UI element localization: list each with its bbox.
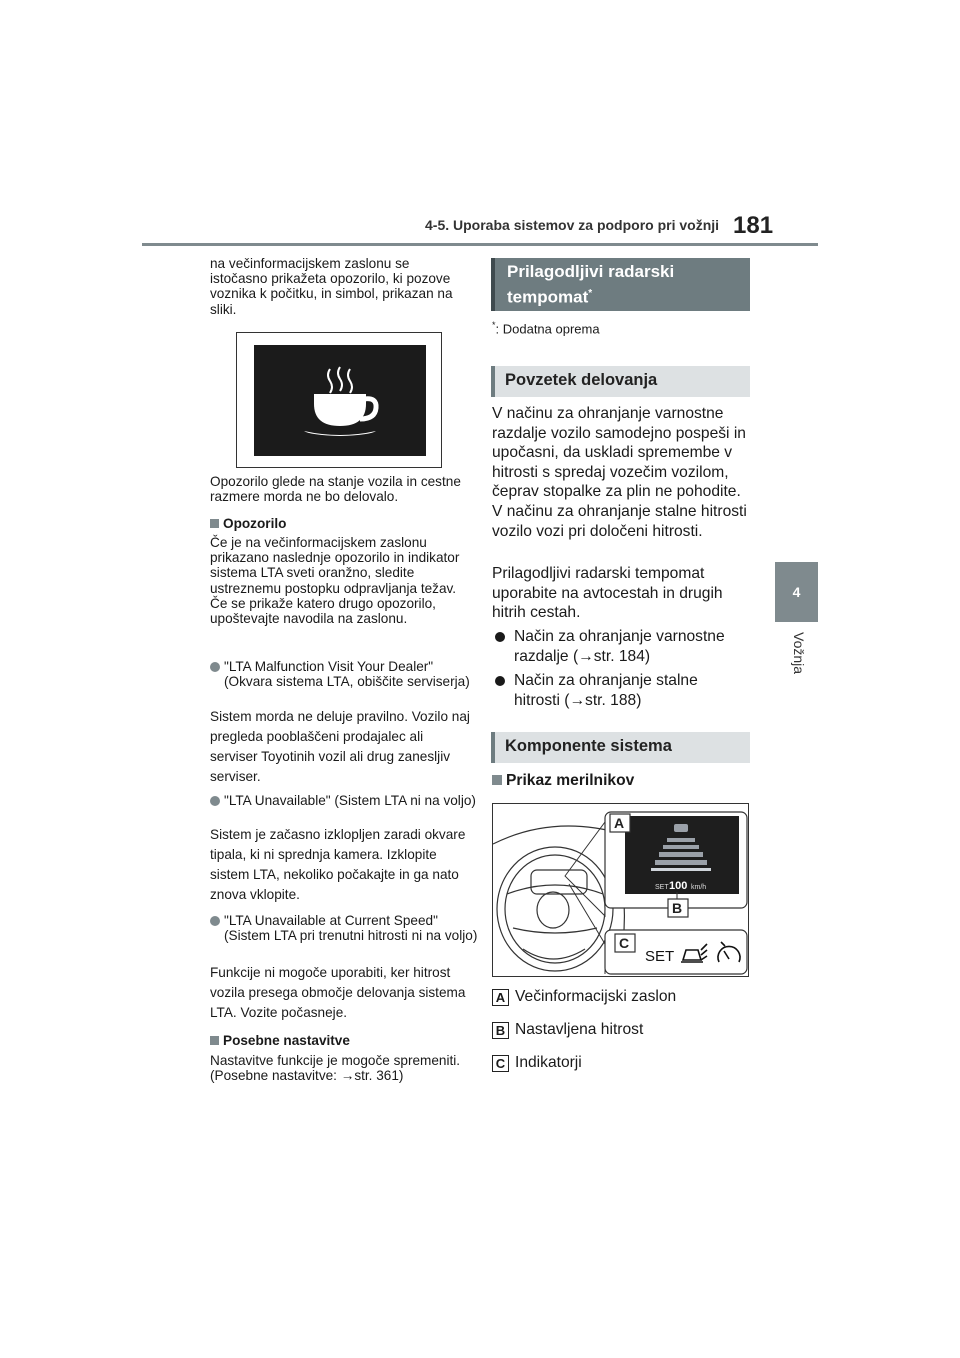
- callout-c: C: [619, 935, 630, 951]
- square-bullet-icon: [210, 1036, 219, 1045]
- legend-c: C Indikatorji: [492, 1054, 582, 1072]
- item-3-body: Funkcije ni mogoče uporabiti, ker hitrost vozila presega območje delovanja sistema LTA. Vozite počasneje.: [210, 965, 466, 1020]
- item-2-body: Sistem je začasno izklopljen zaradi okvare tipala, ki ni sprednja kamera. Izklopite sistem LTA, nekoliko počakajte in ga nato znova vklopite.: [210, 827, 466, 902]
- header-rule: [142, 243, 818, 246]
- figure-note: Opozorilo glede na stanje vozila in cestne razmere morda ne bo delovalo.: [210, 474, 461, 505]
- square-bullet-icon: [492, 775, 502, 785]
- mode-item-2: [492, 671, 742, 710]
- chapter-label: Vožnja: [791, 632, 807, 675]
- dashboard-figure: [492, 803, 749, 977]
- custom-heading: Posebne nastavitve: [210, 1033, 470, 1049]
- dashboard-illustration: [493, 804, 749, 977]
- figure-display: [254, 345, 426, 456]
- mode-item-1: [492, 627, 742, 666]
- warning-text: Če je na večinformacijskem zaslonu prikazano naslednje opozorilo in indikator sistema LTA sveti oranžno, sledite ustreznemu postopku odpravljanja težav. Če se prikaže katero drugo opozorilo, upoštevajte navodila na zaslonu.: [210, 535, 460, 627]
- circle-bullet-icon: [210, 662, 220, 672]
- mode-link-2[interactable]: Način za ohranjanje stalne hitrosti (→str. 188): [514, 672, 698, 709]
- item-1-body: Sistem morda ne deluje pravilno. Vozilo naj pregleda pooblaščeni prodajalec ali serviser Toyotinih vozil ali drug zanesljiv serviser.: [210, 709, 470, 784]
- item-3-title: "LTA Unavailable at Current Speed" (Sistem LTA pri trenutni hitrosti ni na voljo): [210, 913, 480, 943]
- bullet-icon: [495, 676, 505, 686]
- circle-bullet-icon: [210, 916, 220, 926]
- display-speed: 100: [669, 880, 688, 892]
- legend-key-c: C: [492, 1055, 509, 1072]
- components-heading: Komponente sistema: [491, 732, 750, 763]
- custom-text: Nastavitve funkcije je mogoče spremeniti. (Posebne nastavitve: →str. 361): [210, 1053, 461, 1084]
- intro-paragraph: na večinformacijskem zaslonu se istočasno prikažeta opozorilo, ki pozove voznika k počitku, in simbol, prikazan na sliki.: [210, 256, 453, 317]
- item-2-title: "LTA Unavailable" (Sistem LTA ni na voljo): [210, 793, 480, 808]
- main-heading: Prilagodljivi radarski tempomat*: [491, 258, 750, 311]
- circle-bullet-icon: [210, 796, 220, 806]
- callout-a: A: [614, 815, 625, 831]
- item-1-title: "LTA Malfunction Visit Your Dealer" (Okvara sistema LTA, obiščite serviserja): [210, 659, 480, 689]
- legend-key-b: B: [492, 1022, 509, 1039]
- legend-a: A Večinformacijski zaslon: [492, 988, 676, 1006]
- coffee-cup-icon: [254, 345, 426, 456]
- legend-key-a: A: [492, 989, 509, 1006]
- overview-paragraph-2: Prilagodljivi radarski tempomat uporabite na avtocestah in drugih hitrih cestah.: [492, 565, 723, 622]
- section-title: 4-5. Uporaba sistemov za podporo pri vožnji: [425, 217, 720, 233]
- overview-heading: Povzetek delovanja: [491, 366, 750, 397]
- bullet-icon: [495, 632, 505, 642]
- warning-heading: Opozorilo: [210, 516, 470, 532]
- callout-b: B: [672, 900, 683, 916]
- page-number: 181: [733, 212, 774, 239]
- display-unit: km/h: [691, 884, 707, 891]
- overview-paragraph-1: V načinu za ohranjanje varnostne razdalje vozilo samodejno pospeši in upočasni, da uskladi spremembe v hitrosti s spredaj vozečim vozilom, čeprav stopalke za plin ne pohodite. V načinu za ohranjanje stalne hitrosti vozilo vozi pri določeni hitrosti.: [492, 405, 747, 540]
- legend-b: B Nastavljena hitrost: [492, 1021, 643, 1039]
- footnote: *: Dodatna oprema: [492, 320, 600, 337]
- square-bullet-icon: [210, 519, 219, 528]
- meters-heading: Prikaz merilnikov: [492, 771, 754, 791]
- chapter-tab: 4: [775, 562, 818, 622]
- display-set-label: SET: [655, 884, 669, 891]
- mode-link-1[interactable]: Način za ohranjanje varnostne razdalje (→str. 184): [514, 628, 725, 665]
- indicator-set: SET: [645, 948, 675, 965]
